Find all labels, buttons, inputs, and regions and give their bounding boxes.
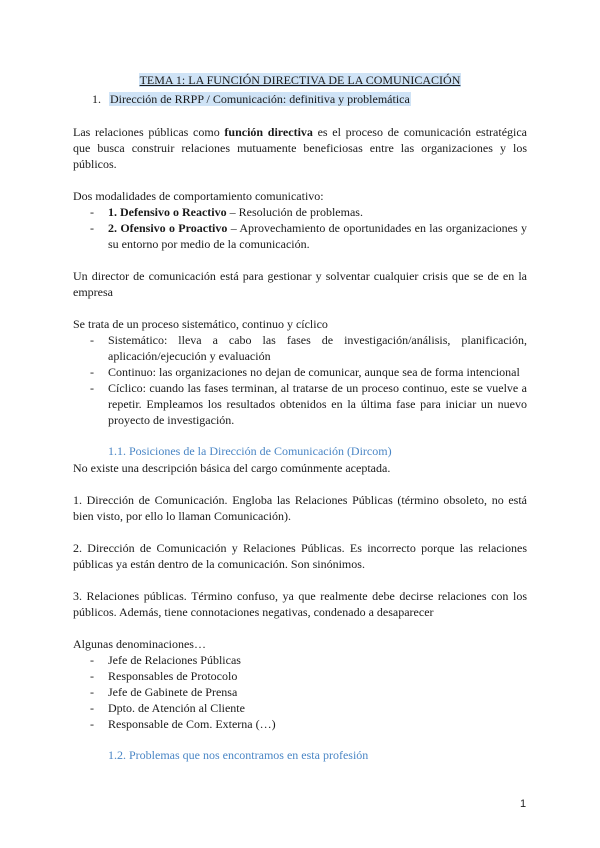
list-item: - Sistemático: lleva a cabo las fases de investigación/análisis, planificación, aplicación/ejecución y evaluación — [90, 333, 527, 363]
list-item: - Responsables de Protocolo — [90, 669, 238, 683]
denominations-list — [73, 652, 527, 732]
modalities-list — [73, 204, 527, 252]
modalities-heading: Dos modalidades de comportamiento comunicativo: — [73, 189, 324, 203]
list-item: - Continuo: las organizaciones no dejan de comunicar, aunque sea de forma intencional — [90, 365, 520, 379]
list-item: - Dpto. de Atención al Cliente — [90, 701, 245, 715]
point-2-paragraph: 2. Dirección de Comunicación y Relaciones Públicas. Es incorrecto porque las relaciones públicas ya están dentro de la comunicación. Son sinónimos. — [73, 541, 527, 571]
denominations-heading: Algunas denominaciones… — [73, 637, 206, 651]
no-description-paragraph: No existe una descripción básica del cargo comúnmente aceptada. — [73, 461, 391, 475]
list-item: - Responsable de Com. Externa (…) — [90, 717, 276, 731]
intro-paragraph: Las relaciones públicas como función directiva es el proceso de comunicación estratégica que busca construir relaciones mutuamente beneficiosas entre las organizaciones y los públicos. — [73, 125, 528, 171]
list-item: - Jefe de Gabinete de Prensa — [90, 685, 238, 699]
subsection-heading-1-2: 1.2. Problemas que nos encontramos en esta profesión — [108, 748, 369, 762]
page-number: 1 — [520, 798, 527, 810]
document-title: TEMA 1: LA FUNCIÓN DIRECTIVA DE LA COMUNICACIÓN — [139, 73, 461, 87]
list-item: - 2. Ofensivo o Proactivo – Aprovechamiento de oportunidades en las organizaciones y su entorno por medio de la comunicación. — [90, 221, 527, 251]
process-heading: Se trata de un proceso sistemático, continuo y cíclico — [73, 317, 328, 331]
list-item: - 1. Defensivo o Reactivo – Resolución de problemas. — [90, 205, 363, 219]
point-3-paragraph: 3. Relaciones públicas. Término confuso, ya que realmente debe decirse relaciones con los públicos. Además, tiene connotaciones negativas, condenado a desaparecer — [73, 589, 527, 619]
director-paragraph: Un director de comunicación está para gestionar y solventar cualquier crisis que se de en la empresa — [73, 269, 527, 299]
list-item: - Cíclico: cuando las fases terminan, al tratarse de un proceso continuo, este se vuelve a repetir. Empleamos los resultados obtenidos en la última fase para iniciar un nuevo proyecto de investigación. — [90, 381, 527, 427]
list-item: - Jefe de Relaciones Públicas — [90, 653, 241, 667]
process-list — [73, 332, 527, 428]
subsection-heading-1-1: 1.1. Posiciones de la Dirección de Comunicación (Dircom) — [108, 444, 392, 458]
section-heading-1: 1. Dirección de RRPP / Comunicación: definitiva y problemática — [92, 92, 410, 106]
point-1-paragraph: 1. Dirección de Comunicación. Engloba las Relaciones Públicas (término obsoleto, no está bien visto, por ello lo llaman Comunicación). — [73, 493, 527, 523]
